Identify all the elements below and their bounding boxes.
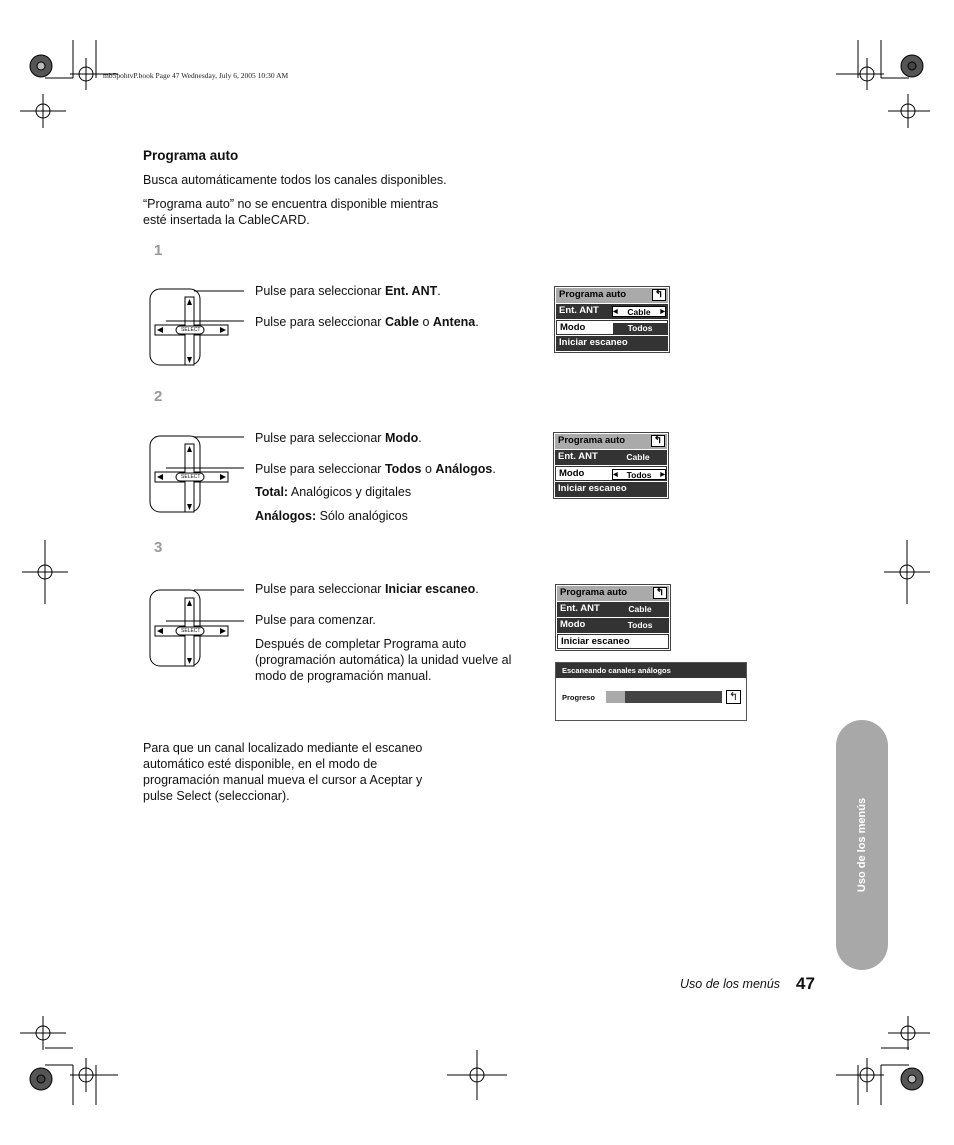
footer-section: Uso de los menús <box>680 977 781 991</box>
closing-line4: pulse Select (seleccionar). <box>143 789 290 803</box>
crosshair-bl2 <box>70 1058 118 1092</box>
step-number: 2 <box>154 388 163 405</box>
crosshair-tr <box>836 58 884 90</box>
osd-menu-step3: Programa auto ↰ Ent. ANT Cable Modo Todos Iniciar escaneo <box>555 584 671 651</box>
step-number: 3 <box>154 539 163 556</box>
progress-fill <box>606 691 625 703</box>
step3-line2: Pulse para comenzar. <box>255 613 376 627</box>
ent-ant-value: ◀ Cable ▶ <box>613 307 665 317</box>
book-header: mb5pohtvP.book Page 47 Wednesday, July 6, 2005 10:30 AM <box>103 71 289 80</box>
crosshair-br2 <box>836 1058 884 1092</box>
scan-title: Escaneando canales análogos <box>556 663 746 678</box>
return-icon: ↰ <box>652 289 666 301</box>
step3-line3b: (programación automática) la unidad vuelve al <box>255 653 512 667</box>
progress-label: Progreso <box>562 693 595 702</box>
step3-line3a: Después de completar Programa auto <box>255 637 467 651</box>
step3-line1: Pulse para seleccionar Iniciar escaneo. <box>255 582 479 596</box>
step2-total: Total: Analógicos y digitales <box>255 485 412 499</box>
select-label: SELECT <box>181 474 201 480</box>
return-icon[interactable]: ↰ <box>726 690 741 704</box>
step2-line2: Pulse para seleccionar Todos o Análogos. <box>255 462 496 476</box>
crosshair-mr <box>884 540 930 604</box>
registration-disc-br <box>901 1068 923 1090</box>
crosshair-br <box>888 1016 930 1050</box>
step3-line3c: modo de programación manual. <box>255 669 432 683</box>
osd-menu-step1: Programa auto ↰ Ent. ANT ◀ Cable ▶ Modo Todos Iniciar escaneo <box>554 286 670 353</box>
crosshair-bl <box>20 1016 66 1050</box>
step-number: 1 <box>154 242 163 259</box>
scan-progress-dialog <box>555 662 747 721</box>
step1-line1: Pulse para seleccionar Ent. ANT. <box>255 284 441 298</box>
select-label: SELECT <box>181 327 201 333</box>
registration-disc-tr <box>901 55 923 77</box>
intro-note-line2: esté insertada la CableCARD. <box>143 213 310 227</box>
return-icon: ↰ <box>653 587 667 599</box>
registration-disc-tl <box>30 55 52 77</box>
crosshair-tr2 <box>888 94 930 128</box>
crosshair-ml <box>22 540 68 604</box>
step2-analogos: Análogos: Sólo analógicos <box>255 509 408 523</box>
osd-menu-step2: Programa auto ↰ Ent. ANT Cable Modo ◀ Todos ▶ Iniciar escaneo <box>553 432 669 499</box>
intro-text: Busca automáticamente todos los canales disponibles. <box>143 173 447 187</box>
side-tab-label: Uso de los menús <box>856 797 868 893</box>
closing-line1: Para que un canal localizado mediante el escaneo <box>143 741 423 755</box>
progress-bar <box>606 691 722 703</box>
page-title: Programa auto <box>143 148 239 163</box>
modo-value: ◀ Todos ▶ <box>613 470 665 480</box>
closing-line3: programación manual mueva el cursor a Aceptar y <box>143 773 423 787</box>
registration-disc-bl <box>30 1068 52 1090</box>
step2-line1: Pulse para seleccionar Modo. <box>255 431 422 445</box>
crosshair-tl2 <box>20 94 66 128</box>
closing-line2: automático esté disponible, en el modo de <box>143 757 378 771</box>
crosshair-bc <box>447 1050 507 1100</box>
select-label: SELECT <box>181 628 201 634</box>
intro-note-line1: “Programa auto” no se encuentra disponible mientras <box>143 197 439 211</box>
return-icon: ↰ <box>651 435 665 447</box>
page-number: 47 <box>796 974 815 993</box>
step1-line2: Pulse para seleccionar Cable o Antena. <box>255 315 479 329</box>
